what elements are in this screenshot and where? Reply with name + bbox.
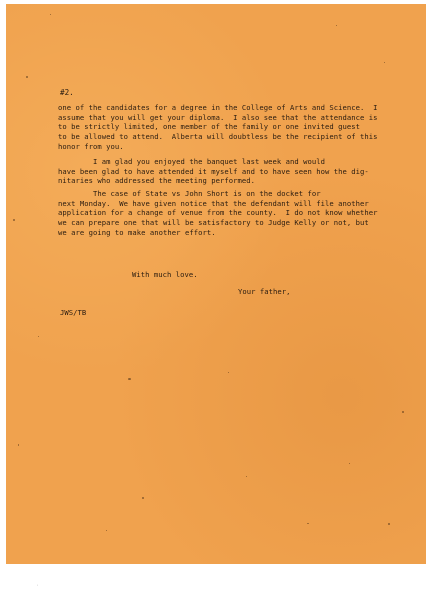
paper-speck: [336, 25, 337, 26]
scan-mark: ·: [36, 583, 40, 589]
paper-speck: [388, 523, 390, 525]
paper-speck: [128, 378, 131, 380]
letter-text-line: application for a change of venue from the county. I do not know whether: [58, 208, 378, 218]
letter-text-line: we are going to make another effort.: [58, 227, 216, 237]
closing-line: With much love.: [132, 270, 198, 279]
paper-speck: [384, 62, 385, 63]
signature-line: Your father,: [238, 287, 291, 296]
letter-text-line: have been glad to have attended it myself and to have seen how the dig-: [58, 166, 369, 176]
paper-speck: [307, 523, 309, 524]
letter-text-line: I am glad you enjoyed the banquet last week and would: [58, 157, 326, 166]
paper-speck: [228, 372, 229, 373]
paper-speck: [106, 530, 107, 531]
paper-speck: [18, 444, 19, 446]
letter-text-line: to be strictly limited, one member of the family or one invited guest: [58, 122, 361, 132]
letter-text-line: nitaries who addressed the meeting performed.: [58, 176, 255, 186]
letter-text-line: we can prepare one that will be satisfactory to Judge Kelly or not, but: [58, 218, 369, 228]
paper-speck: [142, 497, 144, 499]
initials-line: JWS/TB: [60, 308, 87, 317]
paper-speck: [246, 476, 247, 477]
letter-text-line: honor from you.: [58, 141, 124, 151]
paper-speck: [402, 411, 404, 413]
paper-speck: [26, 76, 28, 78]
letter-text-line: to be allowed to attend. Alberta will doubtless be the recipient of this: [58, 132, 378, 142]
letter-text-line: assume that you will get your diploma. I also see that the attendance is: [58, 112, 378, 122]
paper-speck: [38, 336, 39, 337]
letter-text-line: one of the candidates for a degree in the College of Arts and Science. I: [58, 103, 378, 112]
paper-speck: [50, 14, 51, 15]
page-number: #2.: [60, 88, 74, 97]
paper-speck: [13, 219, 15, 221]
paper-speck: [349, 463, 350, 464]
letter-text-line: The case of State vs John Short is on the docket for: [58, 189, 321, 198]
letter-text-line: next Monday. We have given notice that the defendant will file another: [58, 198, 369, 208]
